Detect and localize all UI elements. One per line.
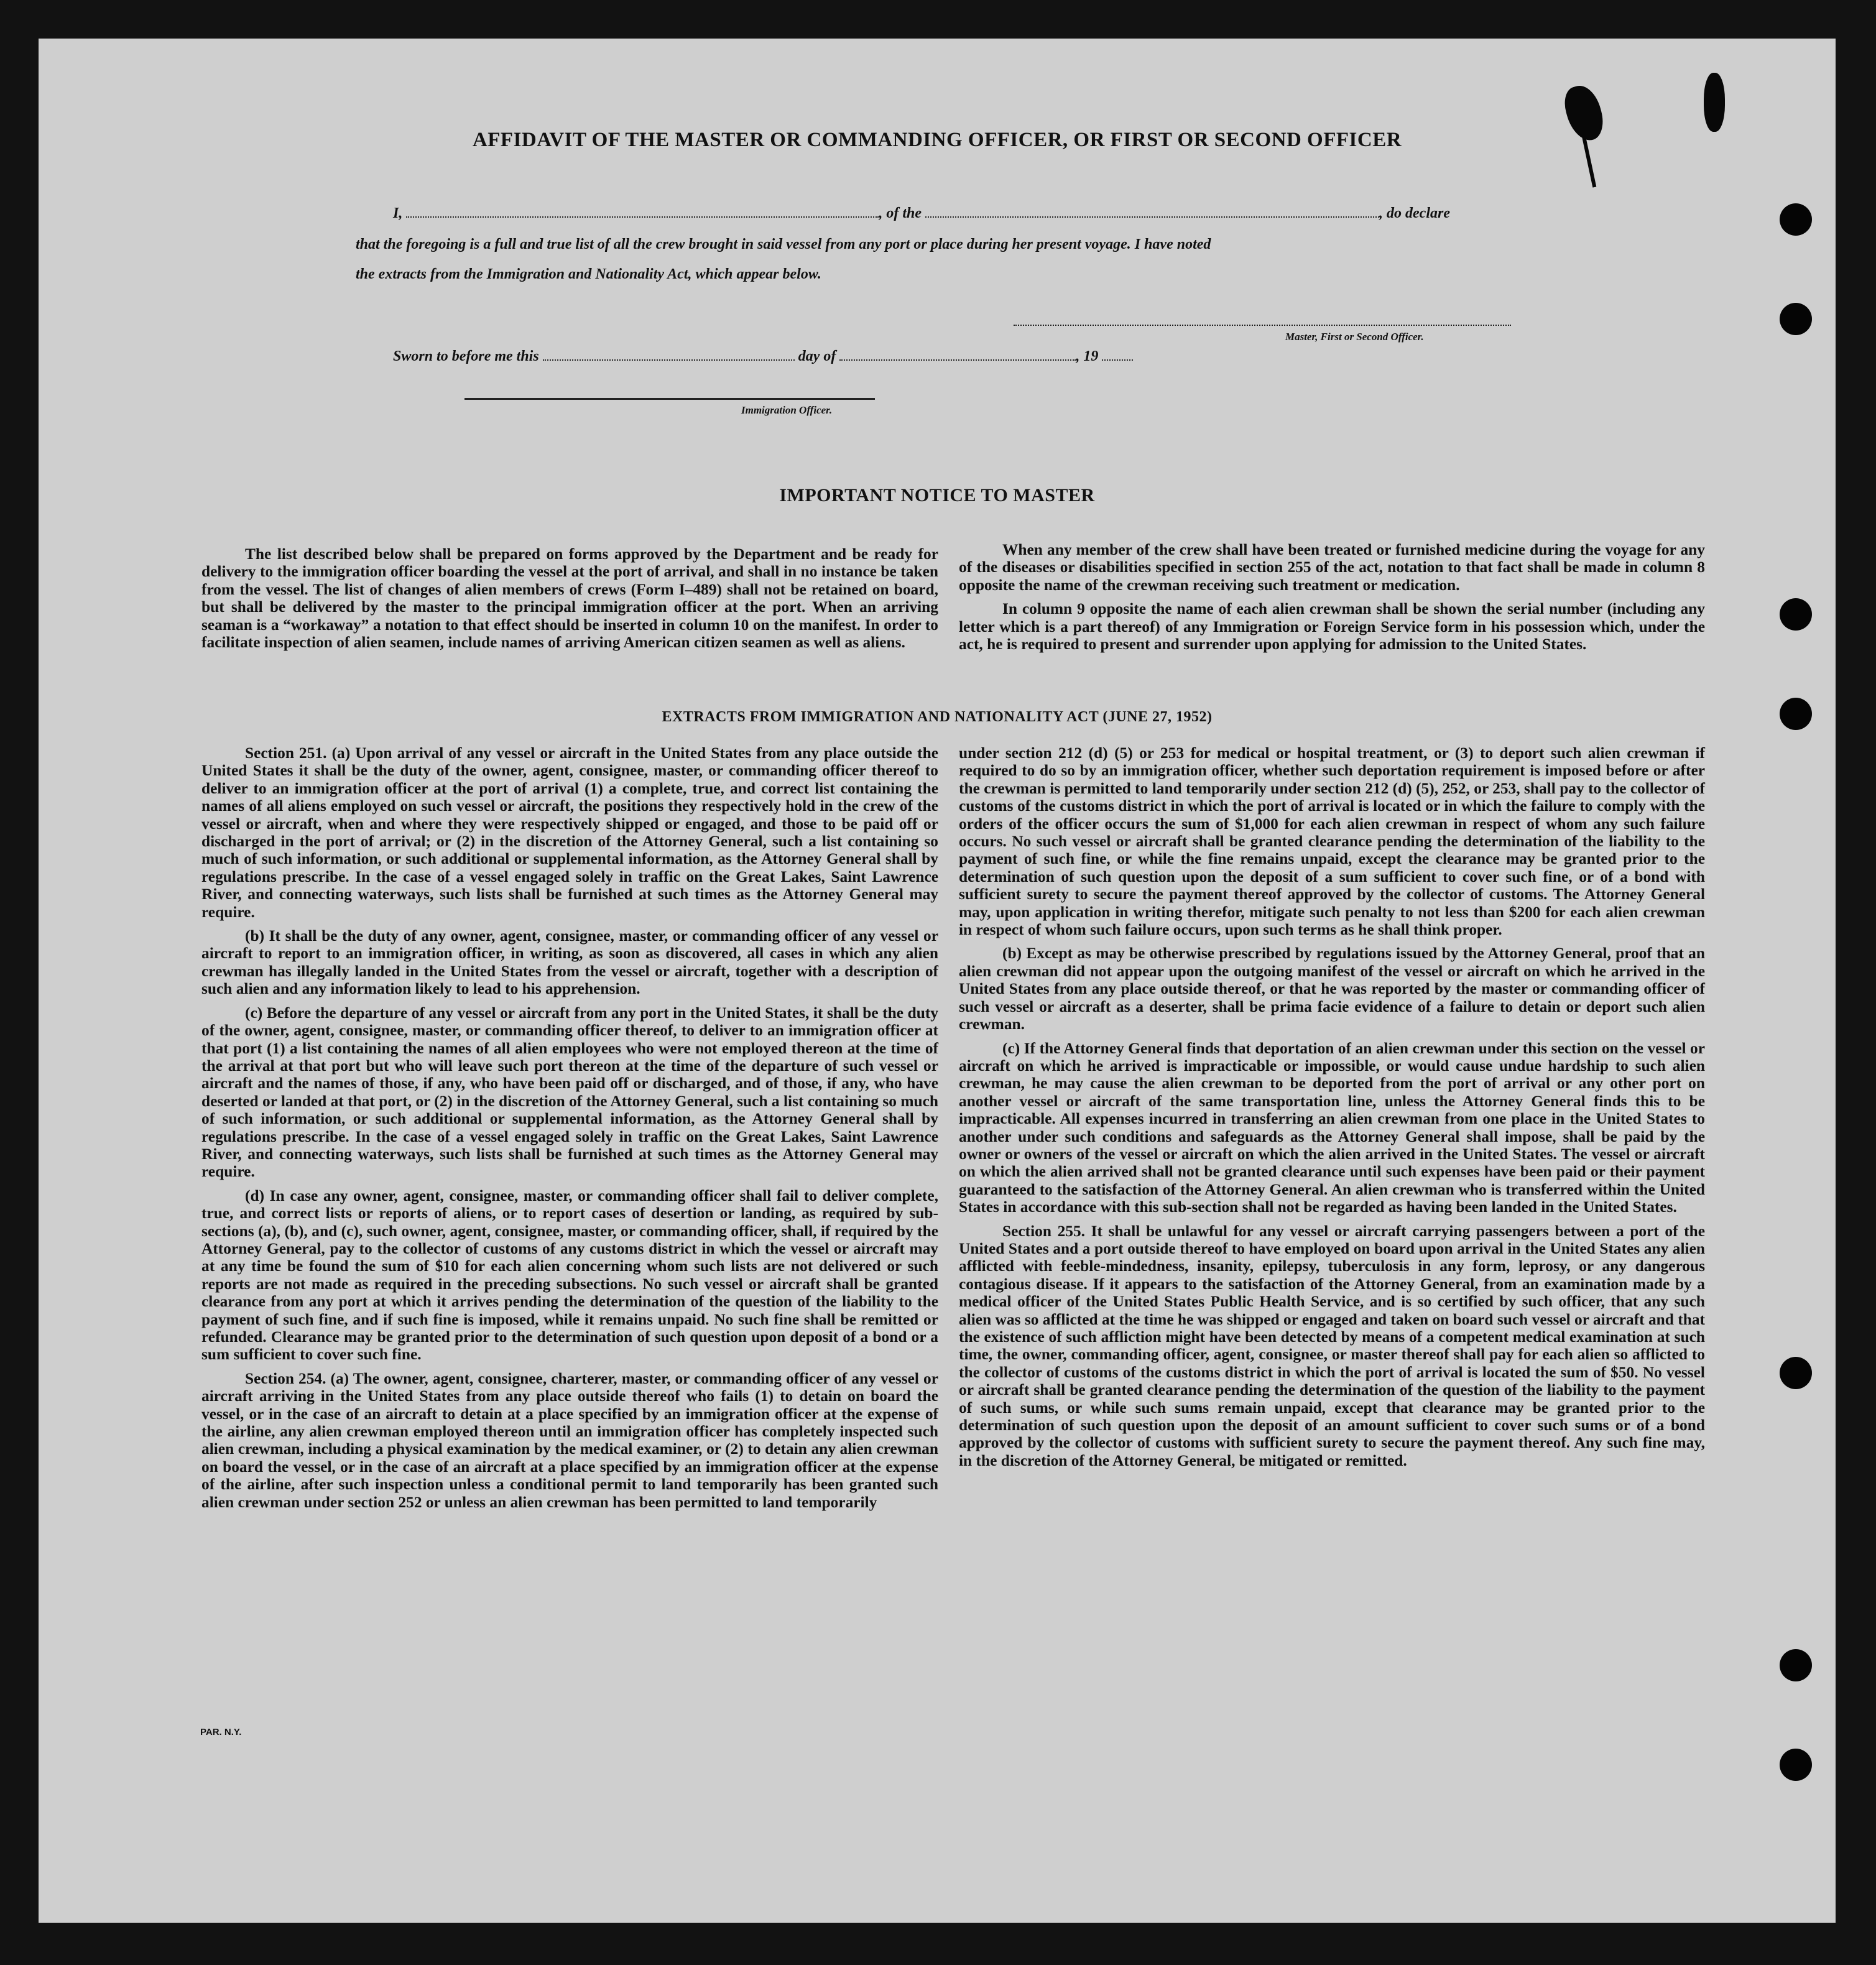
printer-mark: PAR. N.Y. <box>200 1727 242 1737</box>
section-254-b: (b) Except as may be otherwise prescribed by regulations issued by the Attorney General, proof that an alien crewman did not appear upon the outgoing manifest of the vessel or aircraft on which he arrived in the United States from any place outside thereof, or that he was reported by the master or commanding officer of such vessel or aircraft as a deserter, shall be prima facie evidence of a failure to detain or deport such alien crewman. <box>959 945 1705 1033</box>
section-251-d: (d) In case any owner, agent, consignee, master, or commanding officer shall fail to deliver complete, true, and correct lists or reports of aliens, or to report cases of desertion or landing, as required by sub-sections (a), (b), and (c), such owner, agent, consignee, master, or commanding officer, shall, if required by the Attorney General, pay to the collector of customs of any customs district in which the vessel or aircraft may at any time be found the sum of $10 for each alien concerning whom such lists are not delivered or such reports are not made as required in the preceding subsections. No such vessel or aircraft shall be granted clearance from any port at which it arrives pending the determination of the question of the liability to the payment of such fine, and if such fine is imposed, while it remains unpaid. No such fine shall be remitted or refunded. Clearance may be granted prior to the determination of such question upon deposit of a bond or a sum sufficient to cover such fine. <box>201 1186 938 1364</box>
punch-hole <box>1780 1357 1812 1389</box>
do-declare-text: , do declare <box>1379 205 1450 221</box>
ink-mark <box>1704 73 1725 132</box>
notice-left-column <box>201 545 938 657</box>
extracts-right-column <box>959 744 1705 1476</box>
vessel-name-field[interactable] <box>925 216 1379 218</box>
punch-hole <box>1780 598 1812 631</box>
master-signature-line[interactable] <box>1014 325 1511 326</box>
section-251-b: (b) It shall be the duty of any owner, agent, consignee, master, or commanding officer of any vessel or aircraft to report to an immigration officer, in writing, as soon as discovered, all cases in which any alien crewman has illegally landed in the United States from the vessel or aircraft, together with a description of such alien and any information likely to lead to his apprehension. <box>201 927 938 998</box>
notice-right-paragraph-2: In column 9 opposite the name of each alien crewman shall be shown the serial number (including any letter which is a part thereof) of any Immigration or Foreign Service form in his possession which, under the act, he is required to present and surrender upon applying for admission to the United States. <box>959 600 1705 654</box>
sworn-month-field[interactable] <box>839 359 1076 361</box>
immigration-officer-signature-line[interactable] <box>464 398 875 400</box>
immigration-officer-label: Immigration Officer. <box>741 404 833 416</box>
sworn-day-field[interactable] <box>543 359 795 361</box>
section-251-c: (c) Before the departure of any vessel or aircraft from any port in the United States, it shall be the duty of the owner, agent, consignee, master, or commanding officer thereof, to deliver to an immigration officer at that port (1) a list containing the names of all alien employees who were not employed thereon at the time of the arrival at that port but who will leave such port thereon at the time of the departure of such vessel or aircraft and the names of those, if any, who have been paid off or discharged, and of those, if any, who have deserted or landed at that port, or (2) in the discretion of the Attorney General, such a list containing so much of such information, or such additional or supplemental information, as the Attorney General shall by regulations prescribe. In the case of a vessel engaged solely in traffic on the Great Lakes, Saint Lawrence River, and connecting waterways, such lists shall be furnished at such times as the Attorney General may require. <box>201 1004 938 1181</box>
declarant-name-field[interactable] <box>406 216 879 218</box>
sworn-line <box>393 348 1133 365</box>
form-page <box>39 39 1836 1923</box>
punch-hole <box>1780 303 1812 335</box>
section-255: Section 255. It shall be unlawful for any vessel or aircraft carrying passengers between a port of the United States and a port outside thereof to have employed on board upon arrival in the United States any alien afflicted with feeble-mindedness, insanity, epilepsy, tuberculosis in any form, leprosy, or any dangerous contagious disease. If it appears to the satisfaction of the Attorney General, from an examination made by a medical officer of the United States Public Health Service, and is so certified by such officer, that any such alien was so afflicted at the time he was shipped or engaged and taken on board such vessel or aircraft and that the existence of such affliction might have been detected by means of a competent medical examination at such time, the owner, commanding officer, agent, consignee, or master thereof shall pay for each alien so afflicted to the collector of customs of the customs district in which the port of arrival is located the sum of $50. No vessel or aircraft shall be granted clearance pending the determination of the question of the liability to the payment of such sums, or while such sums remain unpaid, except that clearance may be granted prior to the determination of such question upon the deposit of an amount sufficient to cover such sums or of a bond approved by the collector of customs with sufficient surety to secure the payment thereof. Any such fine may, in the discretion of the Attorney General, be mitigated or remitted. <box>959 1222 1705 1469</box>
year-prefix: , 19 <box>1076 348 1099 364</box>
notice-left-paragraph: The list described below shall be prepared on forms approved by the Department and be ready for delivery to the immigration officer boarding the vessel at the port of arrival, and shall in no instance be taken from the vessel. The list of changes of alien members of crews (Form I–489) shall not be retained on board, but shall be delivered by the master to the principal immigration officer at the port. When an arriving seaman is a “workaway” a notation to that effect should be inserted in column 10 on the manifest. In order to facilitate inspection of alien seamen, include names of arriving American citizen seamen as well as aliens. <box>201 545 938 652</box>
extracts-title: EXTRACTS FROM IMMIGRATION AND NATIONALITY ACT (JUNE 27, 1952) <box>662 709 1213 725</box>
extracts-left-column <box>201 744 938 1517</box>
punch-hole <box>1780 1649 1812 1681</box>
declaration-text-line3: the extracts from the Immigration and Nationality Act, which appear below. <box>356 266 821 282</box>
section-254-c: (c) If the Attorney General finds that deportation of an alien crewman under this section on the vessel or aircraft on which he arrived is impracticable or impossible, or would cause undue hardship to such alien crewman, he may cause the alien crewman to be deported from the port of arrival or any other port on another vessel or aircraft of the same transportation line, unless the Attorney General finds this to be impracticable. All expenses incurred in transferring an alien crewman from one place in the United States to another under such conditions and safeguards as the Attorney General shall impose, shall be paid by the owner or owners of the vessel or aircraft on which the alien arrived in the United States. The vessel or aircraft on which the alien arrived shall not be granted clearance until such expenses have been paid or their payment guaranteed to the satisfaction of the Attorney General. An alien crewman who is transferred within the United States in accordance with this sub-section shall not be regarded as having been landed in the United States. <box>959 1039 1705 1216</box>
section-251-a: Section 251. (a) Upon arrival of any vessel or aircraft in the United States from any place outside the United States it shall be the duty of the owner, agent, consignee, master, or commanding officer thereof to deliver to an immigration officer at the port of arrival (1) a complete, true, and correct list containing the names of all aliens employed on such vessel or aircraft, the positions they respectively hold in the crew of the vessel or aircraft, when and where they were respectively shipped or engaged, and those to be paid off or discharged in the port of arrival; or (2) in the discretion of the Attorney General, such a list containing so much of such information, or such additional or supplemental information, as the Attorney General shall by regulations prescribe. In the case of a vessel engaged solely in traffic on the Great Lakes, Saint Lawrence River, and connecting waterways, such lists shall be furnished at such times as the Attorney General may require. <box>201 744 938 921</box>
sworn-year-field[interactable] <box>1102 359 1133 361</box>
notice-right-paragraph-1: When any member of the crew shall have been treated or furnished medicine during the voyage for any of the diseases or disabilities specified in section 255 of the act, notation to that fact shall be made in column 8 opposite the name of the crewman receiving such treatment or medication. <box>959 541 1705 594</box>
day-of-text: day of <box>798 348 836 364</box>
punch-hole <box>1780 698 1812 730</box>
notice-right-column <box>959 541 1705 659</box>
punch-hole <box>1780 1749 1812 1781</box>
notice-title: IMPORTANT NOTICE TO MASTER <box>779 485 1095 506</box>
of-the-text: , of the <box>879 205 922 221</box>
punch-hole <box>1780 203 1812 236</box>
declaration-text-line2: that the foregoing is a full and true list of all the crew brought in said vessel from any port or place during her present voyage. I have noted <box>356 236 1211 252</box>
declaration-line <box>393 205 1450 222</box>
declarant-prefix: I, <box>393 205 403 221</box>
affidavit-title: AFFIDAVIT OF THE MASTER OR COMMANDING OFFICER, OR FIRST OR SECOND OFFICER <box>472 129 1402 151</box>
sworn-text: Sworn to before me this <box>393 348 539 364</box>
section-254-a: Section 254. (a) The owner, agent, consignee, charterer, master, or commanding officer of any vessel or aircraft arriving in the United States from any place outside thereof who fails (1) to detain on board the vessel, or in the case of an aircraft to detain at a place specified by an immigration officer at the expense of the airline, any alien crewman employed thereon until an immigration officer has completely inspected such alien crewman, including a physical examination by the medical examiner, or (2) to detain any alien crewman on board the vessel, or in the case of an aircraft at a place specified by an immigration officer at the expense of the airline, after such inspection unless a conditional permit to land temporarily has been granted such alien crewman under section 252 or unless an alien crewman has been permitted to land temporarily <box>201 1369 938 1511</box>
master-signature-label: Master, First or Second Officer. <box>1285 331 1424 343</box>
section-254-a-continued: under section 212 (d) (5) or 253 for medical or hospital treatment, or (3) to deport such alien crewman if required to do so by an immigration officer, whether such deportation requirement is imposed before or after the crewman is permitted to land temporarily under section 212 (d) (5), 252, or 253, shall pay to the collector of customs of the customs district in which the port of arrival is located or in which the failure to comply with the orders of the officer occurs the sum of $1,000 for each alien crewman in respect of whom any such failure occurs. No such vessel or aircraft shall be granted clearance pending the determination of the liability to the payment of such fine, or while the fine remains unpaid, except the clearance may be granted prior to the determination of such question upon the deposit of a sum sufficient to cover such fine, or of a bond with sufficient surety to secure the payment thereof approved by the collector of customs. The Attorney General may, upon application in writing therefor, mitigate such penalty to not less than $200 for each alien crewman in respect of whom such failure occurs, upon such terms as he shall think proper. <box>959 744 1705 939</box>
